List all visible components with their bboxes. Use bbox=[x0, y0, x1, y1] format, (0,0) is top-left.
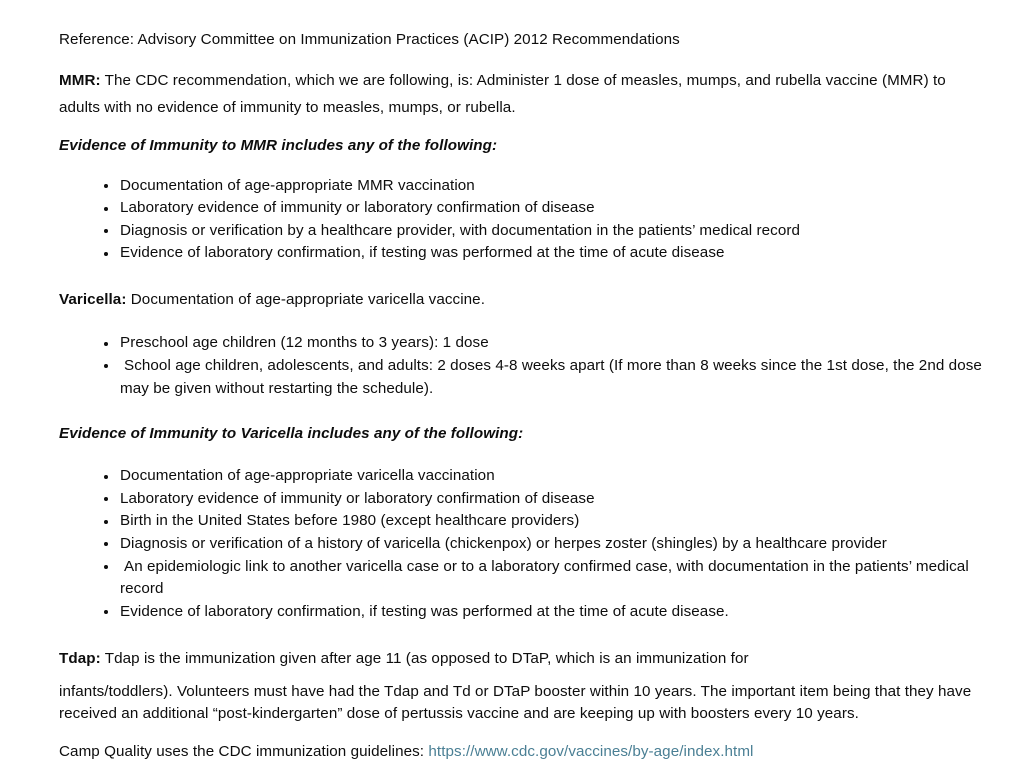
list-item-text: Documentation of age-appropriate varicella vaccination bbox=[120, 467, 495, 485]
list-item bbox=[59, 488, 984, 511]
tdap-label: Tdap: bbox=[59, 650, 101, 668]
footer-line bbox=[59, 741, 984, 764]
list-item bbox=[59, 197, 984, 220]
mmr-paragraph bbox=[59, 67, 984, 122]
varicella-body: Documentation of age-appropriate varicella vaccine. bbox=[126, 290, 485, 308]
mmr-evidence-list bbox=[59, 175, 984, 265]
list-item bbox=[59, 332, 984, 355]
mmr-label: MMR: bbox=[59, 71, 101, 89]
list-item-text: An epidemiologic link to another varicella case or to a laboratory confirmed case, with documentation in the patients’ medical record bbox=[120, 557, 969, 598]
mmr-evidence-heading: Evidence of Immunity to MMR includes any of the following: bbox=[59, 136, 498, 154]
footer-text: Camp Quality uses the CDC immunization guidelines: bbox=[59, 743, 429, 760]
tdap-paragraph-line1 bbox=[59, 645, 984, 673]
list-item-text: Diagnosis or verification by a healthcare provider, with documentation in the patients’ medical record bbox=[120, 221, 801, 239]
reference-line: Reference: Advisory Committee on Immunization Practices (ACIP) 2012 Recommendations bbox=[59, 31, 680, 48]
list-item-text: Evidence of laboratory confirmation, if testing was performed at the time of acute disease bbox=[120, 244, 725, 262]
varicella-evidence-list bbox=[59, 465, 984, 623]
list-item-text: Birth in the United States before 1980 (except healthcare providers) bbox=[120, 512, 580, 530]
list-item bbox=[59, 242, 984, 265]
list-item-text: Evidence of laboratory confirmation, if testing was performed at the time of acute disease. bbox=[120, 602, 729, 620]
varicella-dose-list bbox=[59, 332, 984, 400]
list-item-text: Diagnosis or verification of a history of varicella (chickenpox) or herpes zoster (shingles) by a healthcare provider bbox=[120, 534, 887, 552]
tdap-paragraph-line2: infants/toddlers). Volunteers must have had the Tdap and Td or DTaP booster within 10 years. The important item being that they have received an additional “post-kindergarten” dose of pertussis vaccine and are keeping up with boosters every 10 years. bbox=[59, 682, 972, 723]
list-item bbox=[59, 533, 984, 556]
list-item-text: Documentation of age-appropriate MMR vaccination bbox=[120, 176, 475, 194]
list-item-text: Preschool age children (12 months to 3 years): 1 dose bbox=[120, 334, 489, 352]
list-item bbox=[59, 220, 984, 243]
mmr-body: The CDC recommendation, which we are following, is: Administer 1 dose of measles, mumps, and rubella vaccine (MMR) to adults with no evidence of immunity to measles, mumps, or rubella. bbox=[59, 71, 946, 116]
varicella-label: Varicella: bbox=[59, 290, 127, 308]
cdc-guidelines-link[interactable]: https://www.cdc.gov/vaccines/by-age/index.html bbox=[428, 743, 754, 760]
list-item bbox=[59, 175, 984, 198]
varicella-evidence-heading: Evidence of Immunity to Varicella includes any of the following: bbox=[59, 425, 524, 443]
varicella-paragraph bbox=[59, 286, 984, 314]
list-item bbox=[59, 355, 984, 400]
list-item bbox=[59, 465, 984, 488]
list-item bbox=[59, 556, 984, 601]
tdap-line1: Tdap is the immunization given after age 11 (as opposed to DTaP, which is an immunization for bbox=[100, 650, 749, 668]
list-item-text: Laboratory evidence of immunity or laboratory confirmation of disease bbox=[120, 199, 595, 217]
list-item-text: School age children, adolescents, and adults: 2 doses 4-8 weeks apart (If more than 8 weeks since the 1st dose, the 2nd dose may be given without restarting the schedule). bbox=[120, 356, 982, 397]
list-item bbox=[59, 510, 984, 533]
list-item bbox=[59, 601, 984, 624]
list-item-text: Laboratory evidence of immunity or laboratory confirmation of disease bbox=[120, 489, 595, 507]
